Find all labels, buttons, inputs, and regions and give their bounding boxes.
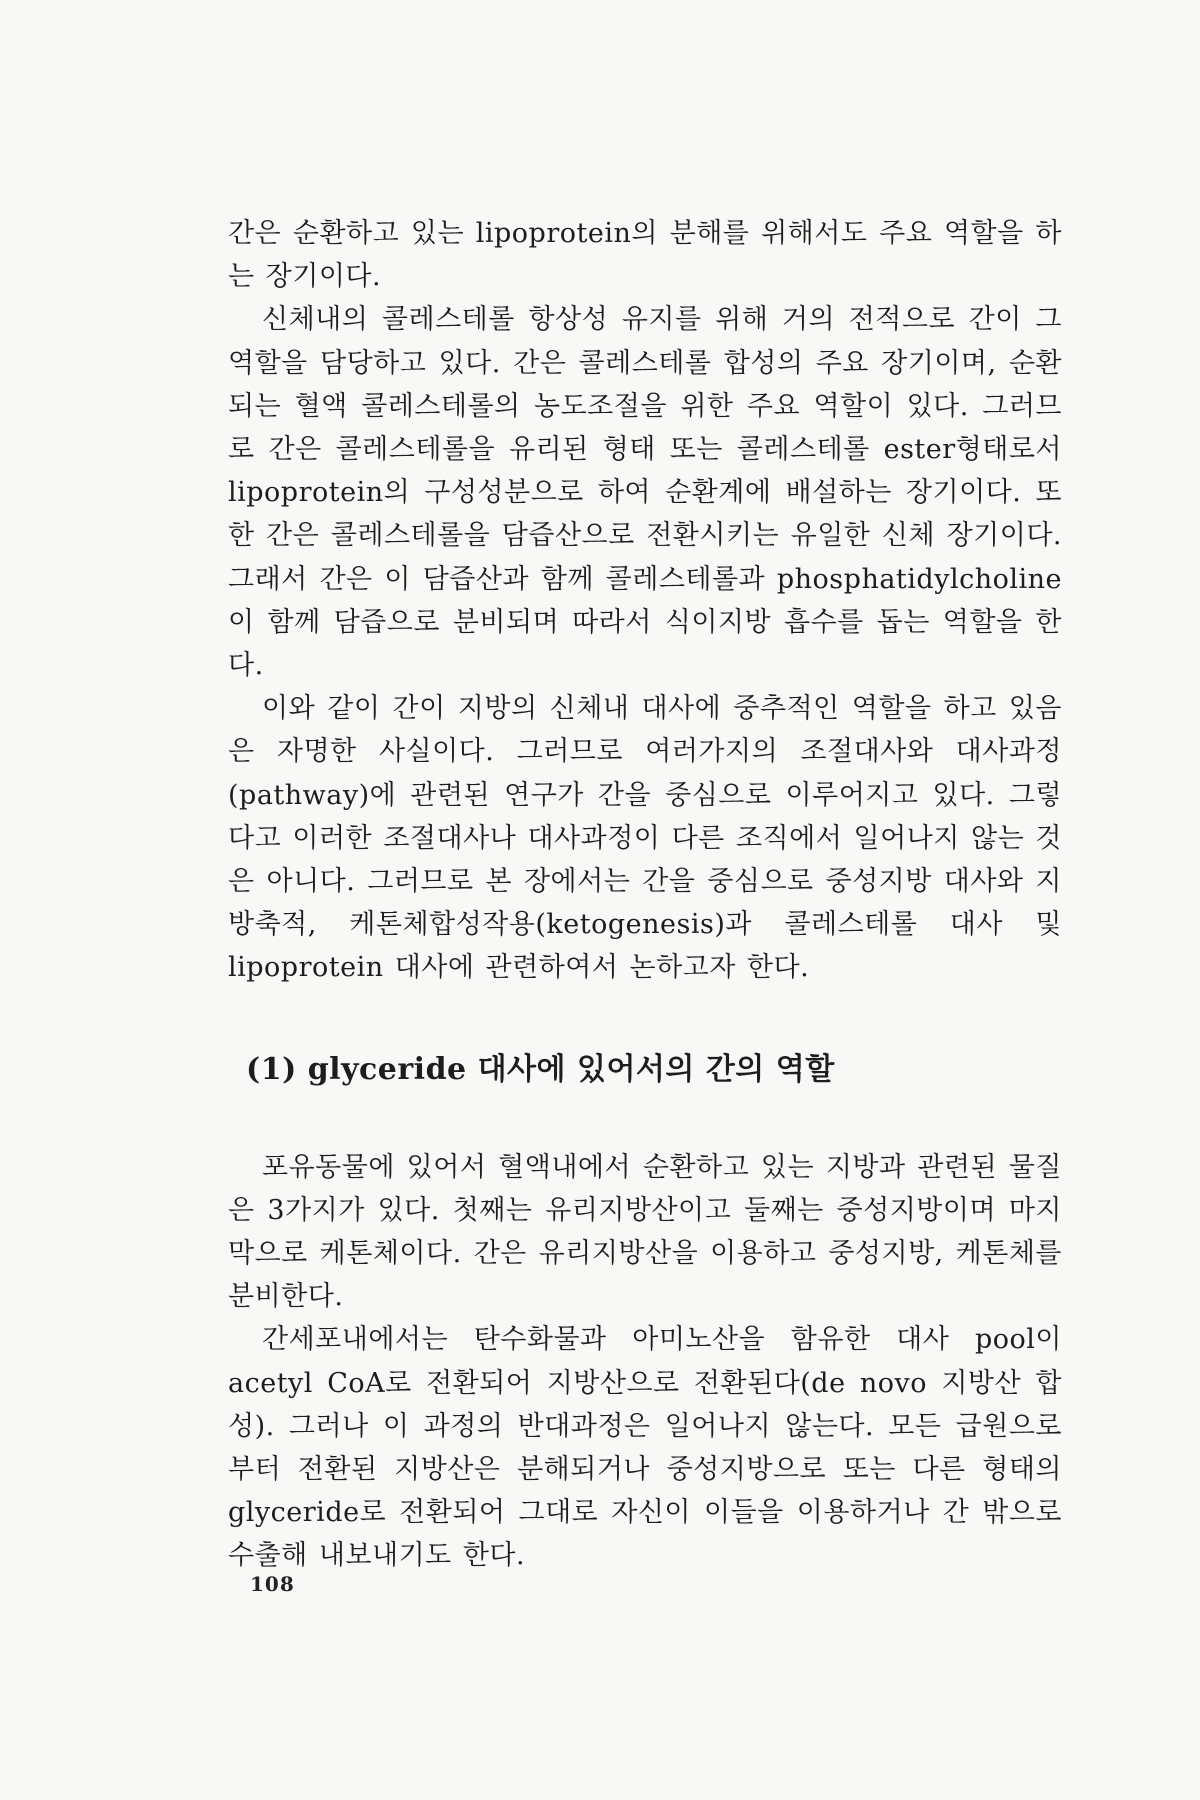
paragraph-fatty-acid-synthesis: 간세포내에서는 탄수화물과 아미노산을 함유한 대사 pool이 acetyl CoA로 전환되어 지방산으로 전환된다(de novo 지방산 합성). 그러나 이 과정의 반대과정은 일어나지 않는다. 모든 급원으로부터 전환된 지방산은 분해되거나 중성지방으로 또는 다른 형태의 glyceride로 전환되어 그대로 자신이 이들을 이용하거나 간 밖으로 수출해 내보내기도 한다. (228, 1324, 1062, 1572)
paragraph-liver-role: 이와 같이 간이 지방의 신체내 대사에 중추적인 역할을 하고 있음은 자명한 사실이다. 그러므로 여러가지의 조절대사와 대사과정(pathway)에 관련된 연구가 간을 중심으로 이루어지고 있다. 그렇다고 이러한 조절대사나 대사과정이 다른 조직에서 일어나지 않는 것은 아니다. 그러므로 본 장에서는 간을 중심으로 중성지방 대사와 지방축적, 케톤체합성작용(ketogenesis)과 콜레스테롤 대사 및 lipoprotein 대사에 관련하여서 논하고자 한다. (228, 693, 1062, 984)
paragraph-blood-lipids: 포유동물에 있어서 혈액내에서 순환하고 있는 지방과 관련된 물질은 3가지가 있다. 첫째는 유리지방산이고 둘째는 중성지방이며 마지막으로 케톤체이다. 간은 유리지방산을 이용하고 중성지방, 케톤체를 분비한다. (228, 1151, 1062, 1313)
section-heading: (1) glyceride 대사에 있어서의 간의 역할 (246, 1051, 835, 1087)
paragraph-continued: 간은 순환하고 있는 lipoprotein의 분해를 위해서도 주요 역할을 하는 장기이다. (228, 218, 1062, 293)
page-body (228, 212, 1062, 1578)
paragraph-cholesterol: 신체내의 콜레스테롤 항상성 유지를 위해 거의 전적으로 간이 그 역할을 담당하고 있다. 간은 콜레스테롤 합성의 주요 장기이며, 순환되는 혈액 콜레스테롤의 농도조절을 위한 주요 역할이 있다. 그러므로 간은 콜레스테롤을 유리된 형태 또는 콜레스테롤 ester형태로서 lipoprotein의 구성성분으로 하여 순환계에 배설하는 장기이다. 또한 간은 콜레스테롤을 담즙산으로 전환시키는 유일한 신체 장기이다. 그래서 간은 이 담즙산과 함께 콜레스테롤과 phosphatidylcholine이 함께 담즙으로 분비되며 따라서 식이지방 흡수를 돕는 역할을 한다. (228, 304, 1062, 682)
page-number: 108 (250, 1572, 295, 1596)
